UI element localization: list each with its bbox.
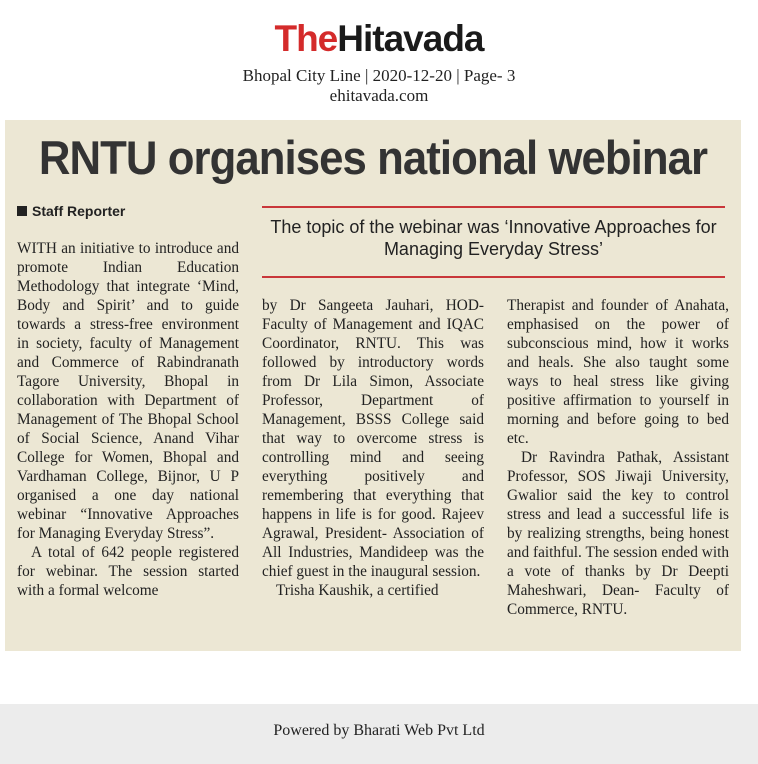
paragraph: Dr Ravindra Pathak, Assistant Professor, SOS Jiwaji University, Gwalior said the key to control stress and lead a successful life is by realizing strengths, being honest and faithful. The session ended with a vote of thanks by Dr Deepti Maheshwari, Dean- Faculty of Commerce, RNTU. [507,449,729,618]
square-bullet-icon [17,206,27,216]
paragraph: by Dr Sangeeta Jauhari, HOD- Faculty of Management and IQAC Coordinator, RNTU. This was followed by introductory words from Dr Lila Simon, Associate Professor, Department of Management, BSSS College said that way to overcome stress is controlling mind and seeing everything positively and remembering that everything that happens in life is for good. Rajeev Agrawal, President- Association of All Industries, Mandideep was the chief guest in the inaugural session. [262,297,484,580]
article-column-3 [507,296,729,619]
footer [0,704,758,764]
footer-credit[interactable]: Powered by Bharati Web Pvt Ltd [273,722,485,739]
edition-name: Bhopal City Line [242,66,361,85]
paragraph: A total of 642 people registered for webinar. The session started with a formal welcome [17,544,239,599]
page-number: Page- 3 [463,66,516,85]
pull-quote-text: The topic of the webinar was ‘Innovative Approaches for Managing Everyday Stress’ [270,217,717,259]
website-link[interactable]: ehitavada.com [329,86,429,105]
article-clipping [5,120,741,651]
separator: | [364,66,369,85]
separator: | [456,66,460,85]
edition-date: 2020-12-20 [372,66,452,85]
logo-hitavada: Hitavada [337,18,484,59]
article-column-2 [262,296,484,600]
logo-the: The [274,18,338,59]
paragraph: WITH an initiative to introduce and promote Indian Education Methodology that integrate ‘Mind, Body and Spirit’ and to guide towards a stress-free environment in society, faculty of Management and Commerce of Rabindranath Tagore University, Bhopal in collaboration with Department of Management of The Bhopal School of Social Science, Anand Vihar College for Women, Bhopal and Vardhaman College, Bijnor, U P organised a one day national webinar “Innovative Approaches for Managing Everyday Stress”. [17,240,239,542]
newspaper-logo[interactable] [0,18,758,60]
paragraph: Trisha Kaushik, a certified [276,582,439,599]
paragraph: Therapist and founder of Anahata, emphasised on the power of subconscious mind, how it works and heals. She also taught some ways to heal stress like giving positive affirmation to yourself in morning and before going to bed etc. [507,297,729,447]
byline-text: Staff Reporter [32,203,126,219]
edition-info [0,66,758,86]
byline [17,203,125,219]
article-headline: RNTU organises national webinar [38,131,708,184]
pull-quote [262,206,725,278]
article-column-1 [17,239,239,600]
masthead [0,18,758,106]
